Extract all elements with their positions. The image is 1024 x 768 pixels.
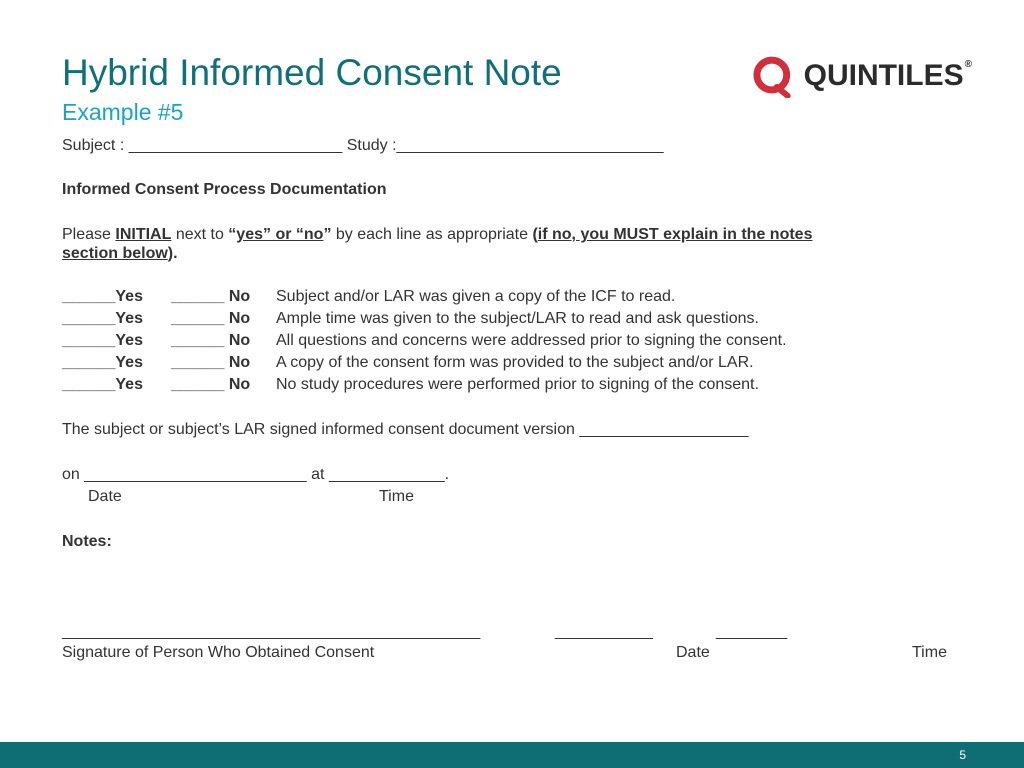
checklist-yes[interactable]: ______Yes [62, 376, 143, 393]
checklist-no[interactable]: ______ No [171, 376, 251, 393]
notes-label: Notes: [62, 533, 112, 550]
checklist-yes[interactable]: ______Yes [62, 332, 143, 349]
instructions-continued: section below). [62, 245, 178, 262]
subject-study-line: Subject : ________________________ Study :______________________________ [62, 137, 664, 154]
page-number: 5 [959, 748, 966, 762]
time-label: Time [379, 488, 414, 505]
checklist-yes[interactable]: ______Yes [62, 354, 143, 371]
registered-mark: ® [964, 59, 972, 70]
checklist-item-text: A copy of the consent form was provided to the subject and/or LAR. [276, 354, 754, 371]
quintiles-logo-icon [752, 54, 794, 98]
checklist-no[interactable]: ______ No [171, 288, 251, 305]
logo-wordmark: QUINTILES® [803, 59, 972, 92]
signature-label: Signature of Person Who Obtained Consent [62, 644, 375, 661]
signature-line: _______________________________________________ [62, 623, 481, 640]
signature-date-line: ___________ [555, 623, 653, 640]
checklist-no[interactable]: ______ No [171, 354, 251, 371]
signature-time-line: ________ [716, 623, 788, 640]
checklist-item-text: All questions and concerns were addressed prior to signing the consent. [276, 332, 787, 349]
checklist-no[interactable]: ______ No [171, 332, 251, 349]
checklist-item-text: No study procedures were performed prior to signing of the consent. [276, 376, 759, 393]
checklist-yes[interactable]: ______Yes [62, 288, 143, 305]
signature-date-label: Date [676, 644, 710, 661]
section-heading: Informed Consent Process Documentation [62, 181, 387, 198]
checklist-yes[interactable]: ______Yes [62, 310, 143, 327]
signature-time-label: Time [912, 644, 947, 661]
version-line: The subject or subject’s LAR signed informed consent document version ___________________ [62, 421, 749, 438]
page-subtitle: Example #5 [62, 99, 184, 125]
quintiles-logo [752, 52, 972, 100]
checklist-item-text: Subject and/or LAR was given a copy of the ICF to read. [276, 288, 676, 305]
date-time-line: on _________________________ at _____________. [62, 466, 450, 483]
date-label: Date [88, 488, 122, 505]
instructions: Please INITIAL next to “yes” or “no” by each line as appropriate (if no, you MUST explain in the notes [62, 226, 813, 243]
checklist-item-text: Ample time was given to the subject/LAR to read and ask questions. [276, 310, 759, 327]
footer-bar [0, 742, 1024, 768]
checklist-no[interactable]: ______ No [171, 310, 251, 327]
page-title: Hybrid Informed Consent Note [62, 52, 562, 93]
